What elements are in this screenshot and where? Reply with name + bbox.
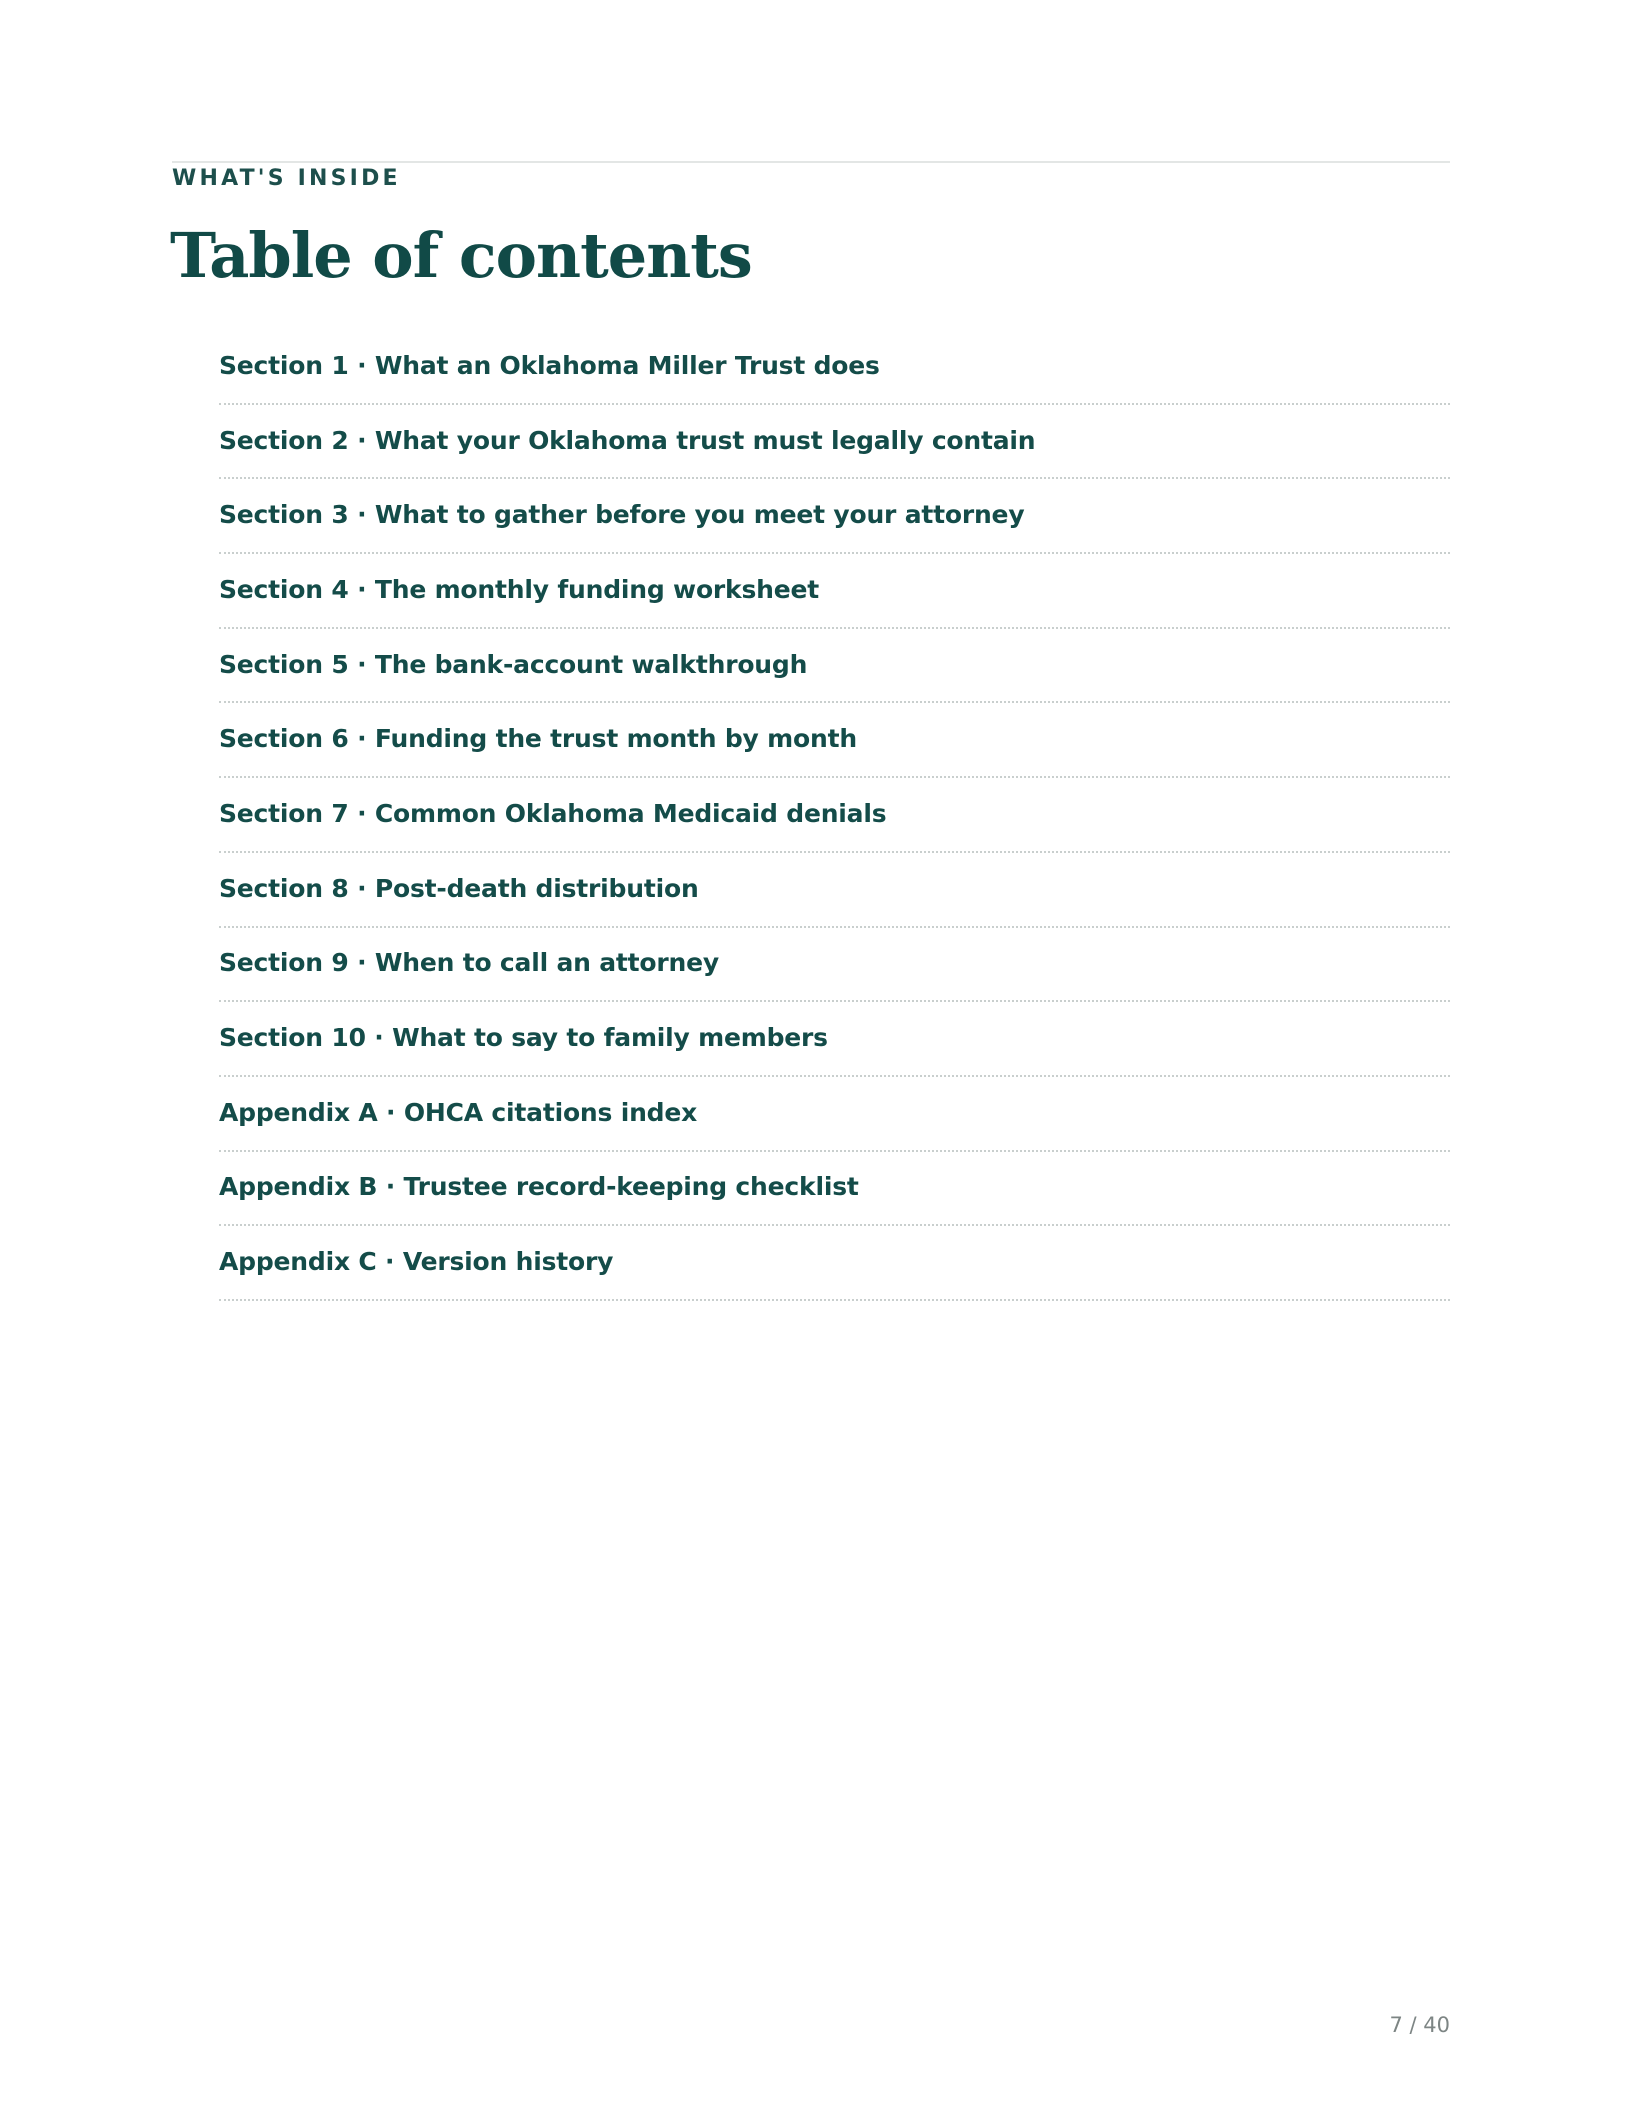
toc-item-label: Section 8 · Post-death distribution (219, 873, 699, 903)
toc-item-label: Section 2 · What your Oklahoma trust must legally contain (219, 425, 1036, 455)
toc-item-label: Section 5 · The bank-account walkthrough (219, 649, 808, 679)
section-eyebrow: WHAT'S INSIDE (172, 166, 401, 191)
toc-item-label: Section 9 · When to call an attorney (219, 948, 719, 978)
page-title: Table of contents (170, 219, 752, 292)
toc-item-label: Section 6 · Funding the trust month by month (219, 724, 857, 754)
toc-item-section-6[interactable] (219, 703, 1450, 778)
toc-item-section-8[interactable] (219, 853, 1450, 928)
toc-item-section-4[interactable] (219, 554, 1450, 629)
toc-item-label: Section 4 · The monthly funding worksheet (219, 574, 820, 604)
toc-item-section-2[interactable] (219, 405, 1450, 480)
toc-item-label: Section 1 · What an Oklahoma Miller Trust does (219, 350, 880, 380)
table-of-contents (219, 330, 1450, 1301)
toc-item-appendix-a[interactable] (219, 1077, 1450, 1152)
toc-item-section-9[interactable] (219, 928, 1450, 1003)
toc-item-section-1[interactable] (219, 330, 1450, 405)
toc-item-section-5[interactable] (219, 629, 1450, 704)
toc-item-section-7[interactable] (219, 778, 1450, 853)
toc-item-label: Appendix C · Version history (219, 1247, 614, 1277)
toc-item-appendix-b[interactable] (219, 1152, 1450, 1227)
toc-item-label: Section 3 · What to gather before you meet your attorney (219, 500, 1025, 530)
toc-item-section-3[interactable] (219, 479, 1450, 554)
toc-item-label: Appendix B · Trustee record-keeping checklist (219, 1172, 859, 1202)
header-rule (172, 161, 1450, 163)
toc-item-label: Section 7 · Common Oklahoma Medicaid denials (219, 798, 887, 828)
toc-item-appendix-c[interactable] (219, 1226, 1450, 1301)
toc-item-label: Appendix A · OHCA citations index (219, 1097, 698, 1127)
toc-item-section-10[interactable] (219, 1002, 1450, 1077)
page-number: 7 / 40 (1389, 2013, 1450, 2037)
toc-item-label: Section 10 · What to say to family members (219, 1023, 828, 1053)
